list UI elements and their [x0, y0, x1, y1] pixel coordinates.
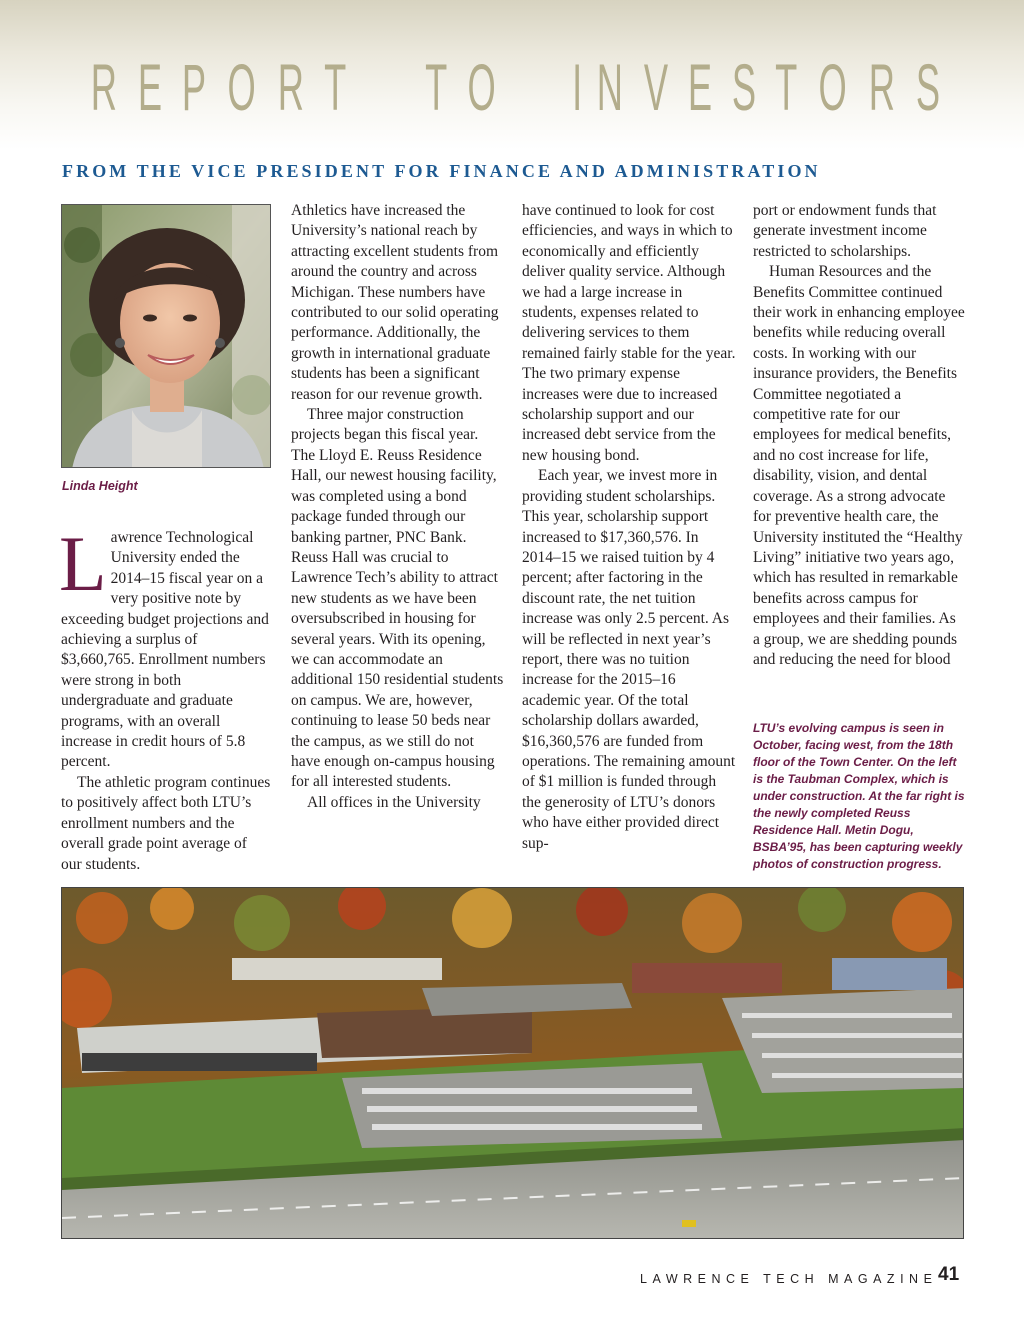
- masthead-letter: S: [732, 50, 757, 124]
- masthead-letter: E: [687, 50, 713, 124]
- paragraph: have continued to look for cost efficiencies, and ways in which to economically and efficiently deliver quality service. Although we had a large increase in students, expenses related to delivering services to them remained fairly stable for the year. The two primary expense increases were due to increased scholarship support and our increased debt service from the new housing bond.: [522, 202, 736, 464]
- masthead-letter: T: [424, 50, 447, 124]
- masthead-letter: R: [278, 50, 305, 124]
- paragraph: [59, 520, 271, 773]
- paragraph: port or endowment funds that generate investment income restricted to scholarships.: [753, 202, 937, 260]
- paragraph: Athletics have increased the University’s national reach by attracting excellent students from around the country and across Michigan. These numbers have contributed to our solid operating performance. Additionally, the growth in international graduate students has been a significant reason for our revenue growth.: [291, 202, 499, 403]
- masthead-letter: T: [324, 50, 347, 124]
- text-column-1: [59, 520, 271, 875]
- paragraph: Human Resources and the Benefits Committee continued their work in enhancing employee benefits while reducing overall costs. In working with our insurance providers, the Benefits Committee negotiated a competitive rate for our employees for medical benefits, and no cost increase for life, disability, vision, and dental coverage. As a strong advocate for preventive health care, the University instituted the “Healthy Living” initiative two years ago, which has resulted in remarkable benefits across campus for employees and their families. As a group, we are shedding pounds and reducing the need for blood: [753, 263, 965, 668]
- footer-magazine-name: LAWRENCE TECH MAGAZINE: [640, 1272, 938, 1286]
- portrait-caption: Linda Height: [62, 479, 138, 493]
- masthead-letter: O: [467, 50, 496, 124]
- text-column-3: [522, 201, 736, 854]
- paragraph: All offices in the University: [307, 793, 481, 811]
- paragraph: Each year, we invest more in providing student scholarships. This year, scholarship support increased to $17,360,576. In 2014–15 we raised tuition by 4 percent; after factoring in the discount rate, the net tuition increase was only 2.5 percent. As will be reflected in next year’s report, there was no tuition increase for the 2015–16 academic year. Of the total scholarship dollars awarded, $16,360,576 are funded from operations. The remaining amount of $1 million is funded through the generosity of LTU’s donors who have either provided direct sup-: [522, 467, 736, 852]
- text-column-2: [291, 201, 505, 813]
- masthead-letter: O: [227, 50, 256, 124]
- page-number: 41: [938, 1264, 960, 1285]
- text-column-4: [753, 201, 965, 670]
- portrait-photo: [61, 204, 271, 468]
- masthead-letter: R: [90, 50, 117, 124]
- masthead-letter: T: [775, 50, 798, 124]
- paragraph: Three major construction projects began this fiscal year. The Lloyd E. Reuss Residence Hall, our newest housing facility, was completed using a bond package funded through our banking partner, PNC Bank. Reuss Hall was crucial to Lawrence Tech’s ability to attract new students as we have been oversubscribed in housing for several years. With its opening, we can accommodate an additional 150 residential students on campus. We are, however, continuing to lease 50 beds near the campus, as we still do not have enough on-campus housing for all interested students.: [291, 406, 504, 791]
- campus-aerial-photo: [61, 887, 964, 1239]
- masthead-letter: O: [818, 50, 847, 124]
- paragraph: The athletic program continues to positively affect both LTU’s enrollment numbers and the overall grade point average of our students.: [61, 773, 271, 873]
- masthead-letter: E: [137, 50, 162, 124]
- masthead-letter: R: [868, 50, 896, 124]
- campus-photo-caption: LTU’s evolving campus is seen in October, facing west, from the 18th floor of the Town Center. On the left is the Taubman Complex, which is under construction. At the far right is the newly completed Reuss Residence Hall. Metin Dogu, BSBA’95, has been capturing weekly photos of construction progress.: [753, 721, 965, 871]
- paragraph-text: awrence Technological University ended the 2014–15 fiscal year on a very positive note by exceeding budget projections and achieving a surplus of $3,660,765. Enrollment numbers were strong in both undergraduate and graduate programs, with an overall increase in credit hours of 5.8 percent.: [61, 529, 269, 771]
- masthead-letter: S: [915, 50, 941, 124]
- masthead-letter: N: [596, 50, 624, 124]
- masthead-letter: P: [181, 50, 207, 124]
- drop-cap: L: [59, 520, 107, 607]
- section-subhead: FROM THE VICE PRESIDENT FOR FINANCE AND ADMINISTRATION: [62, 161, 821, 181]
- masthead-letter: I: [571, 50, 582, 124]
- masthead-letter: V: [643, 50, 669, 124]
- masthead-title: [80, 52, 950, 122]
